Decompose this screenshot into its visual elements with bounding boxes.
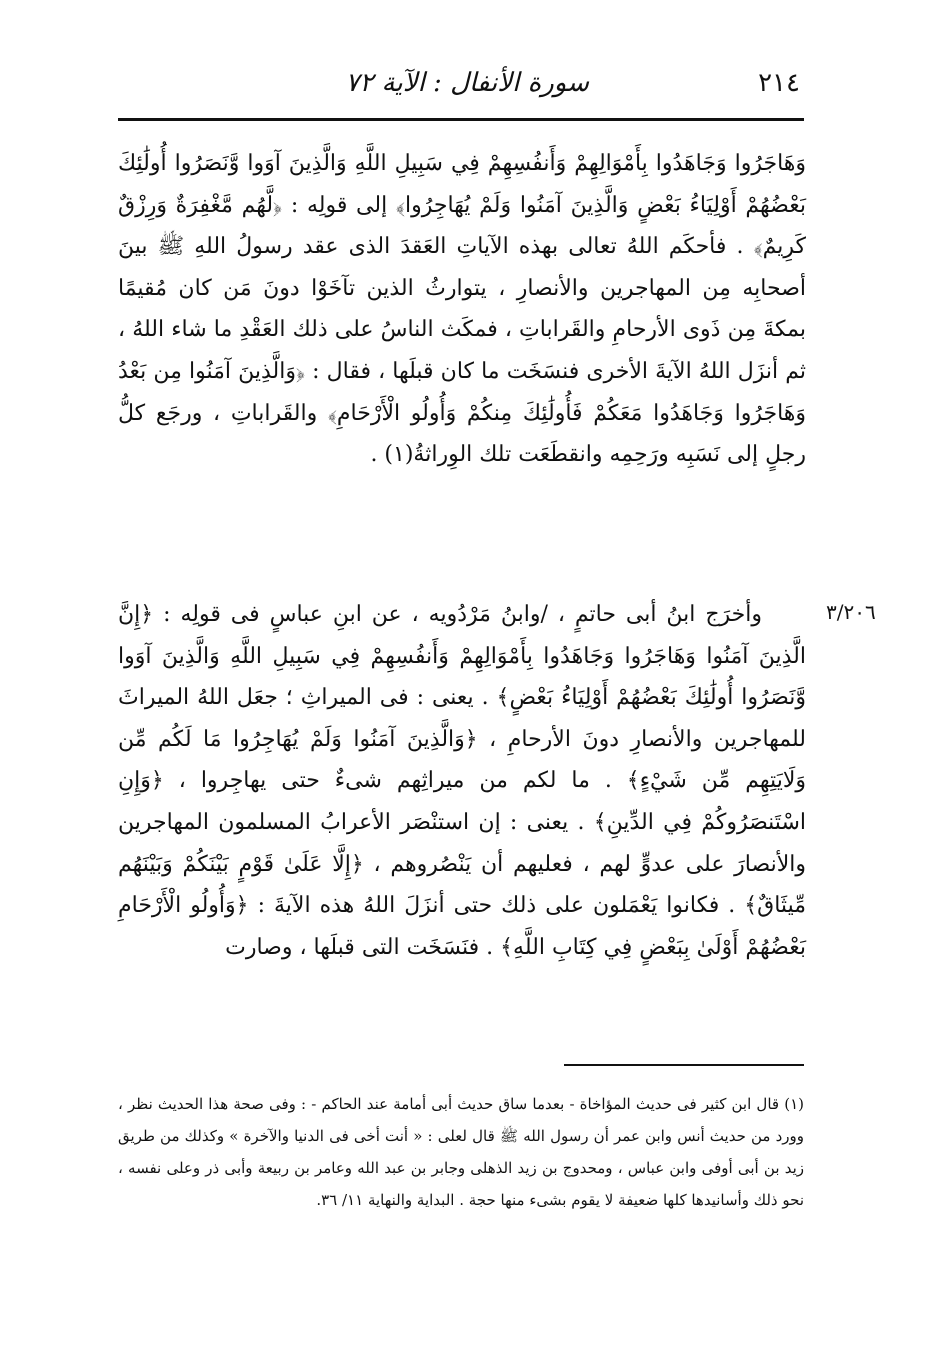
body-paragraph-1: وَهَاجَرُوا وَجَاهَدُوا بِأَمْوَالِهِمْ وَأَنفُسِهِمْ فِي سَبِيلِ اللَّهِ وَالَّذِينَ آوَوا وَّنَصَرُوا أُولَٰئِكَ بَعْضُهُمْ أَوْلِيَاءُ بَعْضٍ وَالَّذِينَ آمَنُوا وَلَمْ يُهَاجِرُوا﴾ إلى قولِه : ﴿لَّهُم مَّغْفِرَةٌ وَرِزْقٌ كَرِيمٌ﴾ . فأحكَم اللهُ تعالى بهذه الآياتِ العَقدَ الذى عقد رسولُ اللهِ ﷺ بينَ أصحابِه مِن المهاجرين والأنصارِ ، يتوارثُ الذين تآخَوْا دونَ مَن كان مُقيمًا بمكةَ مِن ذَوى الأرحامِ والقَراباتِ ، فمكَث الناسُ على ذلك العَقْدِ ما شاء اللهُ ، ثم أنزَل اللهُ الآيةَ الأخرى فنسَخَت ما كان قبلَها ، فقال : ﴿وَالَّذِينَ آمَنُوا مِن بَعْدُ وَهَاجَرُوا وَجَاهَدُوا مَعَكُمْ فَأُولَٰئِكَ مِنكُمْ وَأُولُو الْأَرْحَامِ﴾ والقَراباتِ ، ورجَع كلُّ رجلٍ إلى نَسَبِه ورَحِمِه وانقطَعَت تلك الوِراثةُ(١) . — [118, 151, 806, 468]
margin-reference: ٣/٢٠٦ — [826, 600, 876, 624]
page-header — [118, 58, 804, 108]
footnote-rule — [564, 1064, 804, 1066]
header-rule — [118, 118, 804, 121]
body-paragraph-2: وأخرَج ابنُ أبى حاتمٍ ، /وابنُ مَرْدُويه ، عن ابنِ عباسٍ فى قولِه : ﴿إِنَّ الَّذِينَ آمَنُوا وَهَاجَرُوا وَجَاهَدُوا بِأَمْوَالِهِمْ وَأَنفُسِهِمْ فِي سَبِيلِ اللَّهِ وَالَّذِينَ آوَوا وَّنَصَرُوا أُولَٰئِكَ بَعْضُهُمْ أَوْلِيَاءُ بَعْضٍ﴾ . يعنى : فى الميراثِ ؛ جعَل اللهُ الميراثَ للمهاجرين والأنصارِ دونَ الأرحامِ ، ﴿وَالَّذِينَ آمَنُوا وَلَمْ يُهَاجِرُوا مَا لَكُم مِّن وَلَايَتِهِم مِّن شَيْءٍ﴾ . ما لكم من ميراثِهم شىءٌ حتى يهاجِروا ، ﴿وَإِنِ اسْتَنصَرُوكُمْ فِي الدِّينِ﴾ . يعنى : إن استنْصَر الأعرابُ المسلمون المهاجرين والأنصارَ على عدوٍّ لهم ، فعليهم أن يَنْصُروهم ، ﴿إِلَّا عَلَىٰ قَوْمٍ بَيْنَكُمْ وَبَيْنَهُم مِّيثَاقٌ﴾ . فكانوا يَعْمَلون على ذلك حتى أنزَلَ اللهُ هذه الآيةَ : ﴿وَأُولُو الْأَرْحَامِ بَعْضُهُمْ أَوْلَىٰ بِبَعْضٍ فِي كِتَابِ اللَّهِ﴾ . فنَسَخَت التى قبلَها ، وصارت — [118, 602, 807, 960]
footnote-1: (١) قال ابن كثير فى حديث المؤاخاة - بعدما ساق حديث أبى أمامة عند الحاكم - : وفى صحة هذا الحديث نظر ، وورد من حديث أنس وابن عمر أن رسول الله ﷺ قال لعلى : « أنت أخى فى الدنيا والآخرة » وكذلك من طريق زيد بن أبى أوفى وابن عباس ، ومحدوج بن زيد الذهلى وجابر بن عبد الله وعامر بن ربيعة وأبى ذر وعلى نفسه ، نحو ذلك وأسانيدها كلها ضعيفة لا يقوم بشىء منها حجة . البداية والنهاية ١١/ ٣٦. — [118, 1095, 804, 1209]
running-title: سورة الأنفال : الآية ٧٢ — [345, 68, 589, 98]
page-number: ٢١٤ — [758, 68, 800, 98]
